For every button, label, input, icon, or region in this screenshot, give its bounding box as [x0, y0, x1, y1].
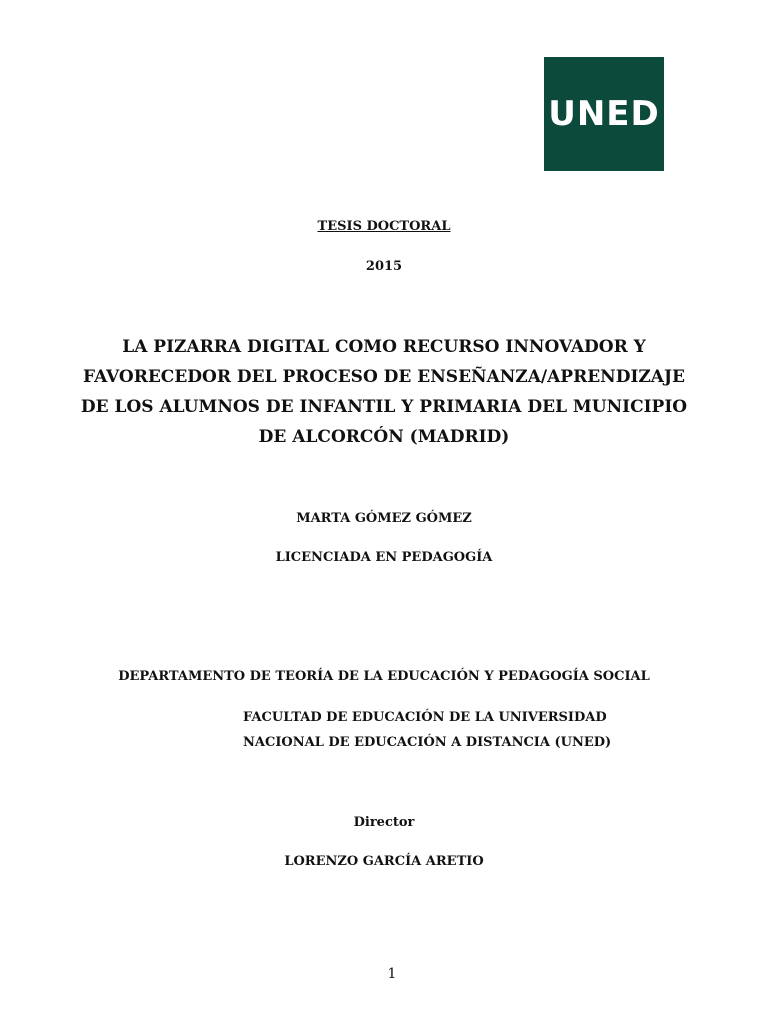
uned-logo [544, 57, 664, 171]
director-name: LORENZO GARCÍA ARETIO [284, 854, 484, 869]
faculty-line-2: NACIONAL DE EDUCACIÓN A DISTANCIA (UNED) [243, 735, 612, 750]
author-name: MARTA GÓMEZ GÓMEZ [296, 511, 472, 526]
thesis-title-line-3: DE LOS ALUMNOS DE INFANTIL Y PRIMARIA DEL MUNICIPIO [80, 397, 688, 417]
author-degree: LICENCIADA EN PEDAGOGÍA [275, 550, 493, 565]
director-label: Director [353, 815, 415, 830]
page-number: 1 [387, 966, 397, 982]
doc-type-heading: TESIS DOCTORAL [317, 219, 451, 234]
department: DEPARTAMENTO DE TEORÍA DE LA EDUCACIÓN Y PEDAGOGÍA SOCIAL [118, 669, 650, 684]
year: 2015 [365, 259, 403, 274]
uned-logo-text: UNED [548, 94, 660, 134]
thesis-title-line-1: LA PIZARRA DIGITAL COMO RECURSO INNOVADOR Y [122, 337, 646, 357]
thesis-title-line-2: FAVORECEDOR DEL PROCESO DE ENSEÑANZA/APRENDIZAJE [83, 367, 685, 387]
thesis-title-line-4: DE ALCORCÓN (MADRID) [258, 427, 510, 447]
faculty-line-1: FACULTAD DE EDUCACIÓN DE LA UNIVERSIDAD [243, 710, 607, 725]
